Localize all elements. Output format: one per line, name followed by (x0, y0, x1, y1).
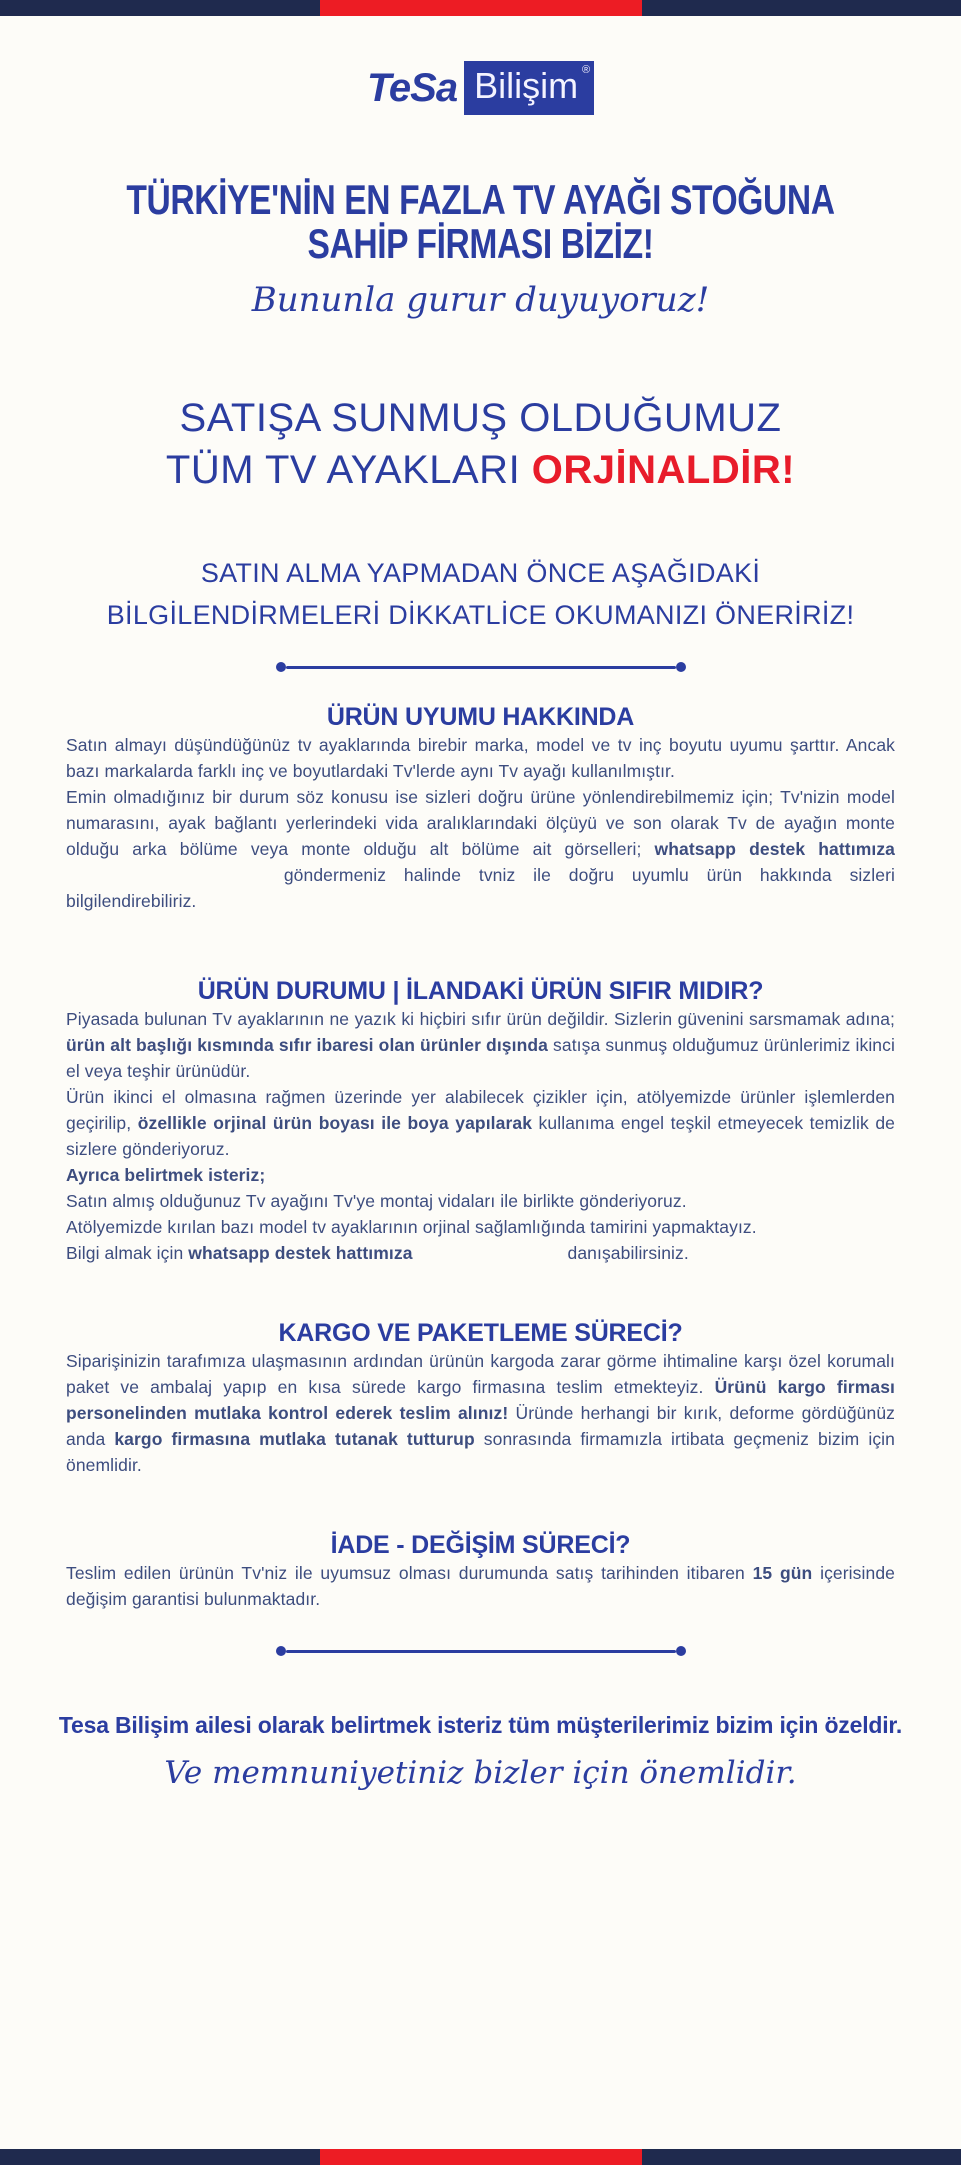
sales-claim (0, 392, 961, 496)
top-border-bar (0, 0, 961, 16)
paragraph: Satın almış olduğunuz Tv ayağını Tv'ye montaj vidaları ile birlikte gönderiyoruz. (66, 1191, 687, 1211)
top-border-red-accent (320, 0, 642, 16)
purchase-notice-line2: BİLGİLENDİRMELERİ DİKKATLİCE OKUMANIZI ÖNERİRİZ! (106, 600, 855, 630)
hero-script-tagline: Bununla gurur duyuyoruz! (251, 280, 710, 320)
section-heading-iade: İADE - DEĞİŞİM SÜRECİ? (330, 1531, 631, 1559)
logo-tesa-text: TeSa (366, 65, 458, 110)
bottom-border-bar (0, 2149, 961, 2165)
logo-bilisim-text: Bilişim (474, 65, 579, 106)
divider-rule (286, 1650, 676, 1653)
section-kargo (0, 1266, 961, 1478)
footer-script-tagline: Ve memnuniyetiniz bizler için önemlidir. (164, 1755, 797, 1791)
orjinaldir-highlight: ORJİNALDİR! (531, 448, 796, 492)
sales-claim-line2 (0, 444, 961, 496)
paragraph: Atölyemizde kırılan bazı model tv ayaklarının orjinal sağlamlığında tamirini yapmaktayız. Bilgi almak için whatsapp destek hattımıza danışabilirsiniz. (66, 1217, 757, 1263)
brand-logo (0, 62, 961, 114)
bottom-border-red-accent (320, 2149, 642, 2165)
divider-dot-right (676, 1646, 686, 1656)
purchase-notice (0, 552, 961, 636)
sales-claim-line1: SATIŞA SUNMUŞ OLDUĞUMUZ (179, 396, 782, 440)
footer-statement: Tesa Bilişim ailesi olarak belirtmek isteriz tüm müşterilerimiz bizim için özeldir. (58, 1712, 903, 1738)
hero-title-line1: TÜRKİYE'NİN EN FAZLA TV AYAĞI STOĞUNA (126, 176, 835, 223)
section-urun-durumu (0, 914, 961, 1266)
divider-rule (286, 666, 676, 669)
paragraph: Piyasada bulunan Tv ayaklarının ne yazık ki hiçbiri sıfır ürün değildir. Sizlerin güvenini sarsmamak adına; ürün alt başlığı kısmında sıfır ibaresi olan ürünler dışında satışa sunmuş olduğumuz ürünlerimiz ikinci el veya teşhir ürünüdür. (66, 1009, 895, 1081)
logo-bilisim-box (464, 61, 594, 115)
section-divider-bottom (0, 1646, 961, 1656)
paragraph: Siparişinizin tarafımıza ulaşmasının ardından ürünün kargoda zarar görme ihtimaline karşı özel korumalı paket ve ambalaj yapıp en kısa sürede kargo firmasına teslim etmekteyiz. Ürünü kargo firması personelinden mutlaka kontrol ederek teslim alınız! Üründe herhangi bir kırık, deforme gördüğünüz anda kargo firmasına mutlaka tutanak tutturup sonrasında firmamızla irtibata geçmeniz bizim için önemlidir. (66, 1351, 896, 1475)
paragraph-ayrica-belirtmek: Ayrıca belirtmek isteriz; (66, 1165, 266, 1185)
section-heading-urun-uyumu: ÜRÜN UYUMU HAKKINDA (326, 703, 635, 731)
section-iade (0, 1478, 961, 1612)
paragraph: Ürün ikinci el olmasına rağmen üzerinde yer alabilecek çizikler için, atölyemizde ürünler işlemlerden geçirilip, özellikle orjinal ürün boyası ile boya yapılarak kullanıma engel teşkil etmeyecek temizlik de sizlere gönderiyoruz. (66, 1087, 895, 1159)
registered-trademark: ® (581, 64, 591, 76)
section-urun-uyumu (0, 672, 961, 914)
divider-dot-left (276, 1646, 286, 1656)
purchase-notice-line1: SATIN ALMA YAPMADAN ÖNCE AŞAĞIDAKİ (200, 558, 761, 588)
sales-claim-line2-prefix: TÜM TV AYAKLARI (165, 448, 532, 492)
section-heading-kargo: KARGO VE PAKETLEME SÜRECİ? (278, 1319, 683, 1347)
hero-title (96, 178, 865, 266)
section-heading-urun-durumu: ÜRÜN DURUMU | İLANDAKİ ÜRÜN SIFIR MIDIR? (197, 977, 764, 1005)
divider-dot-right (676, 662, 686, 672)
hero-title-line2: SAHİP FİRMASI BİZİZ! (307, 220, 654, 267)
paragraph: Satın almayı düşündüğünüz tv ayaklarında birebir marka, model ve tv inç boyutu uyumu şarttır. Ancak bazı markalarda farklı inç ve boyutlardaki Tv'lerde aynı Tv ayağı kullanılmıştır. (66, 735, 895, 781)
paragraph: Teslim edilen ürünün Tv'niz ile uyumsuz olması durumunda satış tarihinden itibaren 15 gün içerisinde değişim garantisi bulunmaktadır. (66, 1563, 896, 1609)
divider-dot-left (276, 662, 286, 672)
paragraph: Emin olmadığınız bir durum söz konusu ise sizleri doğru ürüne yönlendirebilmemiz için; Tv'nizin model numarasını, ayak bağlantı yerlerindeki vida aralıklarındaki ölçüyü ve son olarak Tv de ayağın monte olduğu arka bölüme veya monte olduğu alt bölüme ait görselleri; whatsapp destek hattımıza göndermeniz halinde tvniz ile doğru uyumlu ürün hakkında sizleri bilgilendirebiliriz. (66, 787, 895, 911)
section-divider-top (0, 662, 961, 672)
